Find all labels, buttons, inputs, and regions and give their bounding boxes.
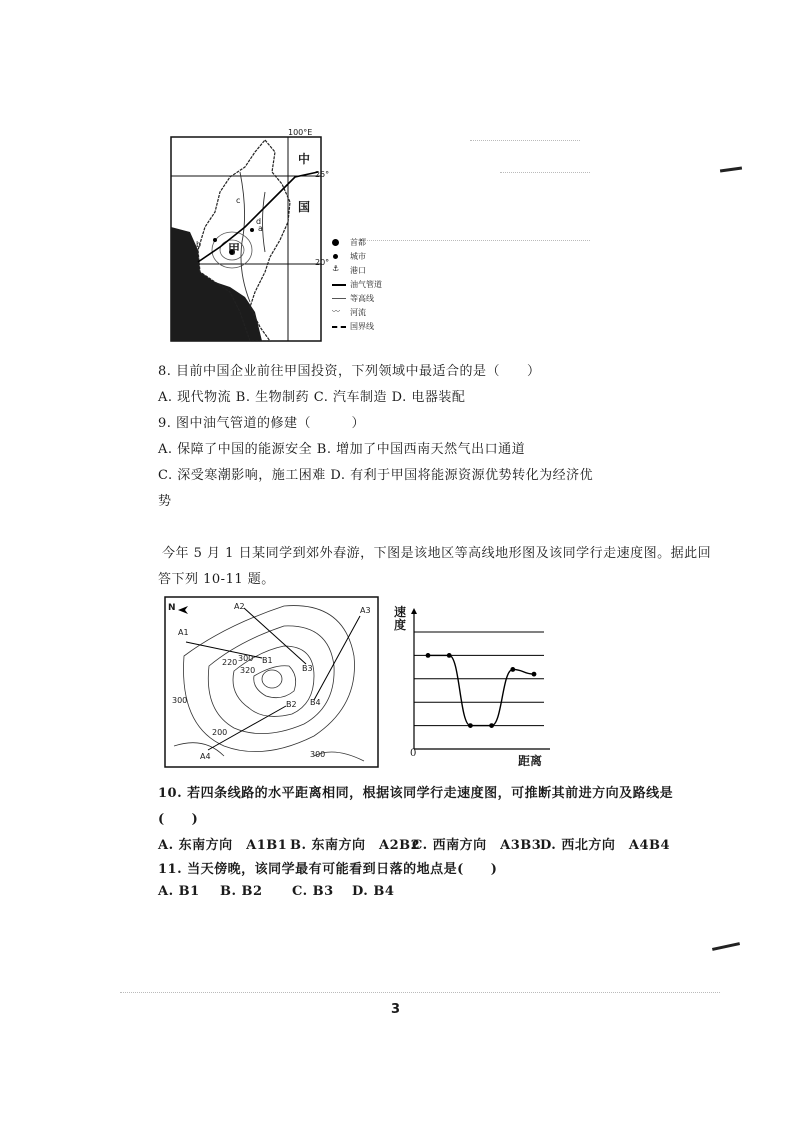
- point-label: b: [196, 240, 202, 249]
- speed-data-point: [447, 653, 452, 658]
- speed-data-point: [489, 723, 494, 728]
- y-axis-arrow: [411, 608, 417, 614]
- contour-label: 300: [172, 696, 188, 705]
- scan-noise: [500, 172, 590, 173]
- country-label: 甲: [228, 242, 241, 256]
- port-icon: ⚓: [332, 264, 340, 273]
- speed-chart: [392, 604, 552, 769]
- latitude-label: 20°: [315, 258, 330, 267]
- capital-icon: [332, 239, 339, 246]
- route-point: B1: [262, 656, 273, 665]
- question-9-options: A. 保障了中国的能源安全 B. 增加了中国西南天然气出口通道: [158, 442, 526, 457]
- route-point: B3: [302, 664, 313, 673]
- pipeline-icon: [332, 284, 346, 286]
- passage-intro: 今年 5 月 1 日某同学到郊外春游，下图是该地区等高线地形图及该同学行走速度图。据此回: [162, 546, 712, 561]
- contour-map: [164, 596, 379, 768]
- scan-noise: [120, 992, 720, 993]
- contour-label: 320: [240, 666, 256, 675]
- x-axis-label: 距离: [518, 754, 543, 768]
- question-10-paren: ( ): [158, 812, 199, 827]
- point-label: c: [236, 196, 241, 205]
- question-8-options: A. 现代物流 B. 生物制药 C. 汽车制造 D. 电器装配: [158, 390, 466, 405]
- point-label: a: [258, 224, 263, 233]
- option-a: A. B1: [158, 884, 200, 899]
- speed-data-point: [510, 667, 515, 672]
- contour-label: 220: [222, 658, 238, 667]
- option-c: C. 西南方向 A3B3: [412, 838, 542, 853]
- option-b: B. 东南方向 A2B2: [290, 838, 421, 853]
- question-9-stem: 9. 图中油气管道的修建（ ）: [158, 416, 366, 431]
- passage-intro: 答下列 10-11 题。: [158, 572, 275, 587]
- route-point: A2: [234, 602, 245, 611]
- country-label: 国: [298, 200, 311, 214]
- contour-label: 200: [212, 728, 228, 737]
- speed-data-point: [532, 672, 537, 677]
- option-b: B. B2: [220, 884, 263, 899]
- option-a: A. 东南方向 A1B1: [158, 838, 288, 853]
- margin-mark: [712, 942, 740, 951]
- speed-series-line: [428, 655, 534, 725]
- question-8-stem: 8. 目前中国企业前往甲国投资，下列领域中最适合的是（ ）: [158, 364, 541, 379]
- map-legend: 首都 城市 ⚓ 港口 油气管道 等高线 〰 河流 国界线: [332, 238, 382, 331]
- scan-noise: [470, 140, 580, 141]
- contour-icon: [332, 298, 346, 299]
- city-icon: [333, 254, 338, 259]
- question-9-options: C. 深受寒潮影响，施工困难 D. 有利于甲国将能源资源优势转化为经济优: [158, 468, 594, 483]
- option-d: D. B4: [352, 884, 395, 899]
- longitude-label: 100°E: [288, 128, 313, 137]
- route-point: B2: [286, 700, 297, 709]
- route-point: B4: [310, 698, 321, 707]
- point-label: d: [256, 217, 262, 226]
- route-point: A4: [200, 752, 211, 761]
- contour-label: 300: [310, 750, 326, 759]
- region-map: [170, 128, 330, 342]
- origin-label: 0: [410, 748, 417, 759]
- question-10-stem: 10. 若四条线路的水平距离相同，根据该同学行走速度图，可推断其前进方向及路线是: [158, 786, 674, 801]
- north-label: N: [168, 603, 176, 613]
- option-d: D. 西北方向 A4B4: [540, 838, 671, 853]
- question-9-options: 势: [158, 494, 172, 509]
- latitude-label: 25°: [315, 170, 330, 179]
- question-11-stem: 11. 当天傍晚，该同学最有可能看到日落的地点是( ): [158, 862, 498, 877]
- country-label: 中: [298, 152, 311, 166]
- border-icon: [332, 326, 346, 328]
- margin-mark: [720, 166, 742, 172]
- option-c: C. B3: [292, 884, 334, 899]
- contour-label: 300: [238, 654, 254, 663]
- page-number: 3: [391, 1002, 401, 1017]
- speed-data-point: [426, 653, 431, 658]
- y-axis-label: 速度: [394, 605, 407, 632]
- speed-data-point: [468, 723, 473, 728]
- route-point: A1: [178, 628, 189, 637]
- route-point: A3: [360, 606, 371, 615]
- river-icon: 〰: [332, 307, 340, 316]
